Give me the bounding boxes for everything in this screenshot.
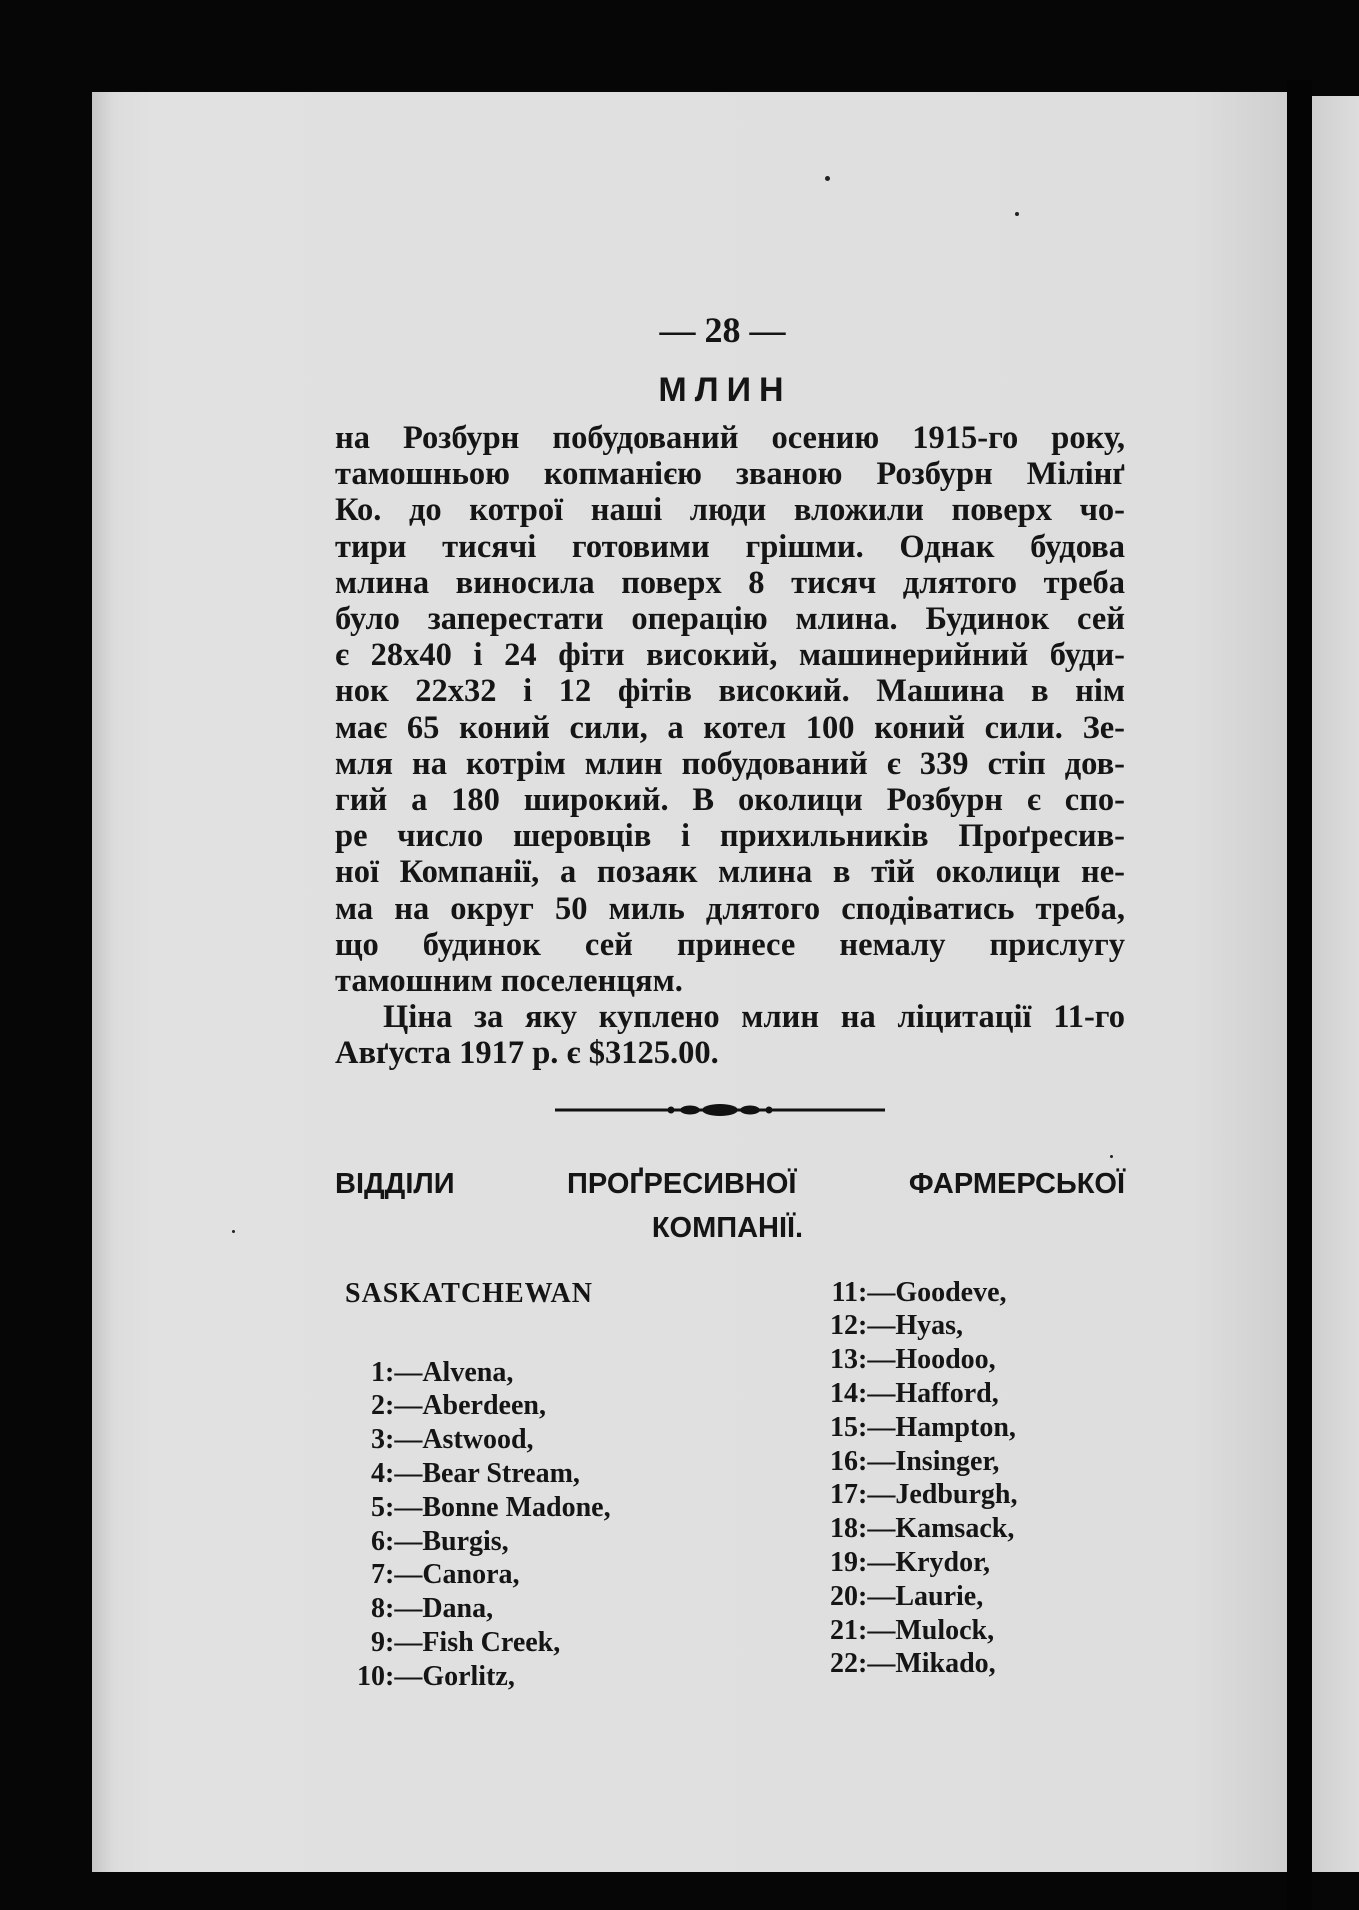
branch-number: 16 xyxy=(830,1445,858,1477)
ornament-divider xyxy=(555,1090,885,1130)
text-line: було заперестати операцію млина. Будинок сей xyxy=(335,601,1125,638)
branch-number: 6 xyxy=(371,1525,385,1557)
branch-entry xyxy=(345,1626,705,1660)
branch-name: :—Kamsack, xyxy=(858,1513,1015,1545)
branches-column-left xyxy=(345,1276,705,1694)
mill-description xyxy=(335,420,1125,999)
branch-name: :—Canora, xyxy=(385,1559,520,1591)
branch-name: :—Fish Creek, xyxy=(385,1627,561,1659)
text-line: гий а 180 широкий. В околици Розбурн є спо- xyxy=(335,782,1125,819)
branch-name: :—Insinger, xyxy=(858,1445,1000,1477)
branch-entry xyxy=(810,1478,1140,1512)
branch-entry xyxy=(345,1423,705,1457)
heading-word-3: ФАРМЕРСЬКОЇ xyxy=(908,1167,1125,1200)
branch-number: 3 xyxy=(371,1424,385,1456)
branch-number: 2 xyxy=(371,1390,385,1422)
text-line: млина виносила поверх 8 тисяч длятого треба xyxy=(335,564,1125,601)
text-line: що будинок сей принесе немалу прислугу xyxy=(335,926,1125,963)
branch-entry xyxy=(810,1411,1140,1445)
branch-number: 4 xyxy=(371,1458,385,1490)
branch-number: 22 xyxy=(830,1648,858,1680)
branch-entry xyxy=(810,1343,1140,1377)
branches-heading xyxy=(335,1162,1125,1250)
branch-number: 19 xyxy=(830,1547,858,1579)
branch-entry xyxy=(345,1592,705,1626)
branch-number: 10 xyxy=(357,1660,385,1692)
branch-entry xyxy=(810,1276,1140,1310)
branch-name: :—Bear Stream, xyxy=(385,1458,580,1490)
branch-entry xyxy=(810,1309,1140,1343)
text-line: мля на котрім млин побудований є 339 стіп дов- xyxy=(335,745,1125,782)
branch-number: 11 xyxy=(831,1276,858,1308)
branch-entry xyxy=(345,1389,705,1423)
branch-name: :—Gorlitz, xyxy=(385,1660,515,1692)
branch-entry xyxy=(345,1558,705,1592)
branch-name: :—Alvena, xyxy=(385,1356,514,1388)
page-number: — 28 — xyxy=(659,310,786,350)
branch-name: :—Aberdeen, xyxy=(385,1390,546,1422)
branch-entry xyxy=(810,1580,1140,1614)
branch-entry xyxy=(345,1457,705,1491)
branch-name: :—Goodeve, xyxy=(858,1276,1007,1308)
branch-number: 9 xyxy=(371,1627,385,1659)
branch-name: :—Mulock, xyxy=(858,1614,995,1646)
branch-name: :—Krydor, xyxy=(858,1547,990,1579)
text-line: на Розбурн побудований осению 1915-го року, xyxy=(335,420,1125,456)
branch-name: :—Burgis, xyxy=(385,1525,509,1557)
book-gutter xyxy=(1287,80,1312,1910)
branch-number: 7 xyxy=(371,1559,385,1591)
branch-entry xyxy=(345,1660,705,1694)
text-line: тамошним поселенцям. xyxy=(335,963,683,1000)
text-line: має 65 коний сили, а котел 100 коний сили. Зе- xyxy=(335,709,1125,746)
branch-number: 18 xyxy=(830,1513,858,1545)
branch-entry xyxy=(345,1525,705,1559)
branch-number: 20 xyxy=(830,1580,858,1612)
heading-word-4: КОМПАНІЇ. xyxy=(651,1211,804,1244)
branch-entry xyxy=(810,1512,1140,1546)
mill-price xyxy=(335,999,1125,1071)
province-name: SASKATCHEWAN xyxy=(345,1277,593,1309)
branches-column-right xyxy=(810,1276,1140,1682)
branch-number: 8 xyxy=(371,1593,385,1625)
branch-name: :—Hyas, xyxy=(858,1310,963,1342)
branch-number: 12 xyxy=(830,1310,858,1342)
text-line: нок 22x32 і 12 фітів високий. Машина в нім xyxy=(335,673,1125,710)
text-line: ма на округ 50 миль длятого сподіватись треба, xyxy=(335,890,1125,927)
branch-name: :—Jedburgh, xyxy=(858,1479,1018,1511)
branch-entry xyxy=(810,1546,1140,1580)
text-line: Ко. до котрої наші люди вложили поверх чо- xyxy=(335,492,1125,529)
text-line: тамошньою копманією званою Розбурн Мілінґ xyxy=(335,456,1125,493)
text-line: ної Компанії, а позаяк млина в тій околици не- xyxy=(335,854,1125,891)
branch-entry xyxy=(810,1647,1140,1681)
text-line: Ціна за яку куплено млин на ліцитації 11-го xyxy=(383,999,1125,1036)
text-line: Авґуста 1917 р. є $3125.00. xyxy=(335,1035,719,1072)
branch-name: :—Dana, xyxy=(385,1593,494,1625)
branch-name: :—Hafford, xyxy=(858,1378,999,1410)
branch-number: 5 xyxy=(371,1491,385,1523)
section-title: МЛИН xyxy=(658,371,792,409)
page-content xyxy=(335,300,1125,1696)
heading-word-2: ПРОҐРЕСИВНОЇ xyxy=(567,1167,797,1200)
branch-entry xyxy=(810,1614,1140,1648)
text-line: ре число шеровців і прихильників Проґресив- xyxy=(335,818,1125,855)
branches-list xyxy=(335,1276,1125,1696)
heading-word-1: ВІДДІЛИ xyxy=(335,1167,455,1200)
branch-number: 1 xyxy=(371,1356,385,1388)
branch-number: 21 xyxy=(830,1614,858,1646)
branch-name: :—Bonne Madone, xyxy=(385,1491,611,1523)
branch-entry xyxy=(810,1377,1140,1411)
branch-name: :—Hampton, xyxy=(858,1411,1016,1443)
branch-name: :—Mikado, xyxy=(858,1648,996,1680)
branch-number: 13 xyxy=(830,1344,858,1376)
branch-entry xyxy=(345,1491,705,1525)
branch-entry xyxy=(345,1356,705,1390)
text-line: тири тисячі готовими грішми. Однак будова xyxy=(335,528,1125,565)
text-line: є 28x40 і 24 фіти високий, машинерийний буди- xyxy=(335,637,1125,674)
branch-number: 17 xyxy=(830,1479,858,1511)
branch-name: :—Astwood, xyxy=(385,1424,534,1456)
branch-name: :—Hoodoo, xyxy=(858,1344,996,1376)
next-page-edge xyxy=(1312,96,1359,1872)
branch-name: :—Laurie, xyxy=(858,1580,984,1612)
branch-number: 15 xyxy=(830,1411,858,1443)
branch-number: 14 xyxy=(830,1378,858,1410)
branch-entry xyxy=(810,1445,1140,1479)
